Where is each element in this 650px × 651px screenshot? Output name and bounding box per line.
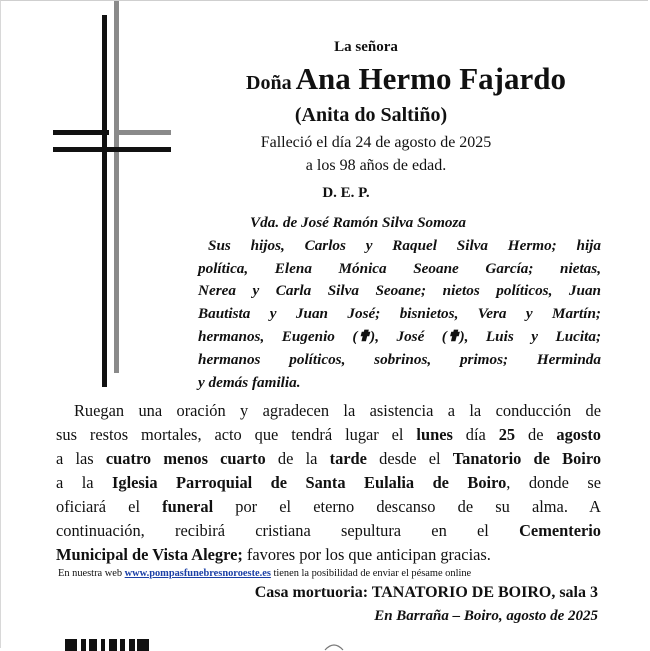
funeral-home: Casa mortuoria: TANATORIO DE BOIRO, sala 3: [254, 584, 598, 601]
title-la-senora: La señora: [334, 39, 398, 55]
body-line: a las cuatro menos cuarto de la tarde desde el Tanatorio de Boiro: [56, 449, 602, 468]
family-line: Sus hijos, Carlos y Raquel Silva Hermo; hija: [208, 236, 601, 254]
family-line: hermanos, Eugenio (✟), José (✟), Luis y Lucita;: [198, 327, 601, 345]
web-prefix: En nuestra web: [58, 568, 125, 579]
place-date: En Barraña – Boiro, agosto de 2025: [374, 608, 598, 624]
body-line: sus restos mortales, acto que tendrá lugar el lunes día 25 de agosto: [56, 425, 601, 444]
website-link[interactable]: www.pompasfunebresnoroeste.es: [124, 568, 271, 579]
web-condolence-note: [58, 568, 603, 579]
body-line: continuación, recibirá cristiana sepultura en el Cementerio: [56, 521, 601, 540]
qr-code-icon[interactable]: [65, 639, 149, 651]
deceased-name: [196, 61, 616, 97]
cross-horizontal-right: [119, 130, 171, 135]
family-list: [198, 212, 601, 394]
death-date: Falleció el día 24 de agosto de 2025: [260, 134, 492, 151]
age: a los 98 años de edad.: [305, 157, 447, 174]
body-line: a la Iglesia Parroquial de Santa Eulalia de Boiro, donde se: [56, 473, 601, 492]
family-line: política, Elena Mónica Seoane García; nietas,: [198, 259, 601, 277]
rip-label: D. E. P.: [322, 185, 370, 201]
cross-shadow-vertical: [114, 1, 119, 373]
family-line: y demás familia.: [198, 373, 301, 391]
body-line: Ruegan una oración y agradecen la asistencia a la conducción de: [74, 401, 601, 420]
body-line: oficiará el funeral por el eterno descanso de su alma. A: [56, 497, 601, 516]
funeral-notice-body: [56, 399, 601, 567]
web-suffix: tienen la posibilidad de enviar el pésame online: [270, 568, 472, 579]
honorific: Doña: [246, 72, 292, 94]
full-name: Ana Hermo Fajardo: [295, 61, 566, 96]
cross-vertical: [102, 15, 107, 387]
cross-horizontal-left: [53, 130, 109, 135]
cross-shadow-horizontal: [53, 147, 171, 152]
nickname: (Anita do Saltiño): [294, 104, 448, 126]
body-line: Municipal de Vista Alegre; favores por los que anticipan gracias.: [56, 545, 491, 564]
family-line: Bautista y Juan José; bisnietos, Vera y Martín;: [198, 305, 601, 323]
family-line: Nerea y Carla Silva Seoane; nietos políticos, Juan: [198, 282, 601, 300]
family-line: hermanos políticos, sobrinos, primos; Herminda: [198, 350, 601, 368]
family-line: Vda. de José Ramón Silva Somoza: [250, 214, 467, 231]
